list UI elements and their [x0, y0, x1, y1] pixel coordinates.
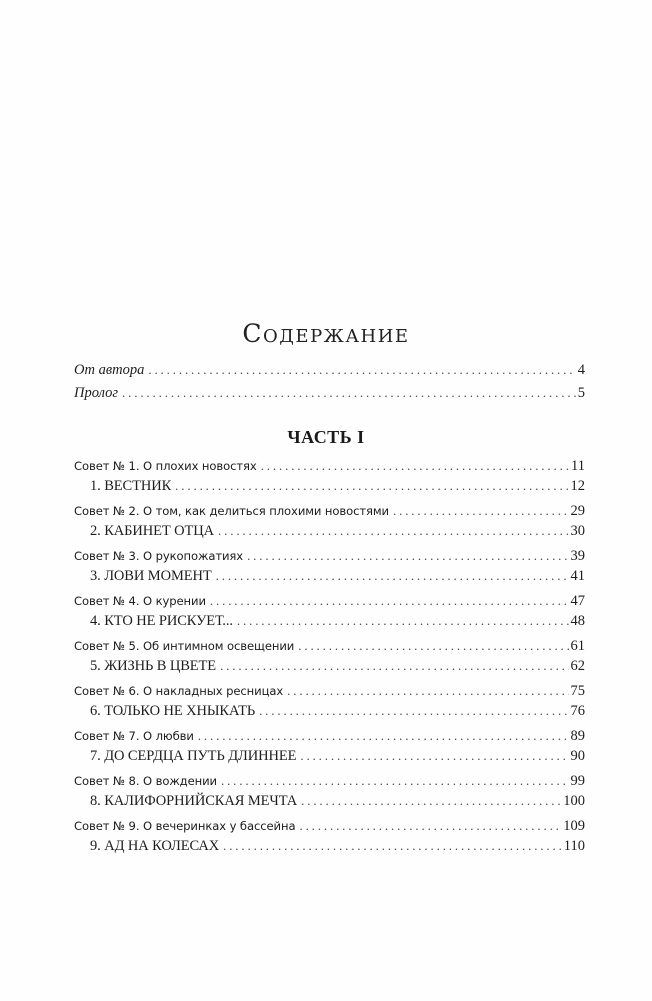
toc-entry-label: 1. ВЕСТНИК [90, 478, 172, 494]
toc-page-number: 39 [570, 548, 585, 564]
leader-dots [299, 818, 561, 834]
leader-dots [287, 683, 568, 699]
leader-dots [237, 613, 569, 629]
toc-entry-advice[interactable] [74, 548, 585, 568]
toc-entry-label: 9. АД НА КОЛЕСАХ [90, 838, 220, 854]
toc-page-number: 109 [563, 818, 585, 834]
toc-page-number: 61 [570, 638, 585, 654]
leader-dots [218, 523, 568, 539]
toc-entry-label: Совет № 9. О вечеринках у бассейна [74, 819, 296, 833]
toc-entry-label: Пролог [74, 385, 119, 401]
toc-entry-label: От автора [74, 362, 145, 378]
toc-page-number: 90 [570, 748, 585, 764]
leader-dots [148, 362, 575, 378]
toc-page-number: 30 [570, 523, 585, 539]
leader-dots [247, 548, 568, 564]
leader-dots [261, 458, 569, 474]
toc-entry-author-note[interactable] [74, 362, 585, 382]
toc-entry-label: 5. ЖИЗНЬ В ЦВЕТЕ [90, 658, 217, 674]
toc-entry-label: Совет № 4. О курении [74, 594, 206, 608]
toc-entry-advice[interactable] [74, 503, 585, 523]
toc-page-number: 99 [570, 773, 585, 789]
toc-page-number: 41 [570, 568, 585, 584]
toc-entry-chapter[interactable] [90, 748, 585, 768]
toc-page-number: 47 [570, 593, 585, 609]
toc-entry-label: 3. ЛОВИ МОМЕНТ [90, 568, 212, 584]
toc-page-number: 100 [563, 793, 585, 809]
leader-dots [122, 385, 576, 401]
toc-entry-label: Совет № 7. О любви [74, 729, 194, 743]
toc-page-number: 48 [570, 613, 585, 629]
toc-page-number: 5 [577, 385, 585, 401]
toc-entry-label: 8. КАЛИФОРНИЙСКАЯ МЕЧТА [90, 793, 298, 809]
toc-entry-chapter[interactable] [90, 478, 585, 498]
leader-dots [210, 593, 569, 609]
toc-page-number: 29 [570, 503, 585, 519]
leader-dots [393, 503, 569, 519]
leader-dots [223, 838, 562, 854]
toc-page-number: 4 [577, 362, 585, 378]
leader-dots [216, 568, 569, 584]
toc-entry-prologue[interactable] [74, 385, 585, 405]
toc-entry-label: Совет № 3. О рукопожатиях [74, 549, 244, 563]
toc-page-number: 12 [570, 478, 585, 494]
toc-entry-label: Совет № 5. Об интимном освещении [74, 639, 295, 653]
toc-entry-advice[interactable] [74, 638, 585, 658]
leader-dots [221, 773, 569, 789]
toc-entry-advice[interactable] [74, 458, 585, 478]
leader-dots [198, 728, 569, 744]
leader-dots [298, 638, 568, 654]
page-title: Содержание [242, 318, 410, 348]
part-heading: ЧАСТЬ I [287, 427, 365, 447]
toc-entry-label: Совет № 2. О том, как делиться плохими новостями [74, 504, 389, 518]
leader-dots [301, 793, 561, 809]
toc-page-number: 75 [570, 683, 585, 699]
toc-page-number: 110 [563, 838, 585, 854]
toc-page-number: 76 [570, 703, 585, 719]
toc-entry-chapter[interactable] [90, 793, 585, 813]
toc-page-number: 11 [571, 458, 585, 474]
toc-page-number: 62 [570, 658, 585, 674]
toc-entry-advice[interactable] [74, 683, 585, 703]
toc-entry-advice[interactable] [74, 593, 585, 613]
leader-dots [259, 703, 568, 719]
toc-entry-label: Совет № 8. О вождении [74, 774, 217, 788]
toc-entry-chapter[interactable] [90, 523, 585, 543]
leader-dots [175, 478, 568, 494]
toc-entry-label: 4. КТО НЕ РИСКУЕТ... [90, 613, 233, 629]
toc-entry-chapter[interactable] [90, 658, 585, 678]
toc-entry-chapter[interactable] [90, 613, 585, 633]
toc-entry-chapter[interactable] [90, 703, 585, 723]
leader-dots [220, 658, 568, 674]
toc-entry-advice[interactable] [74, 773, 585, 793]
toc-entry-label: 6. ТОЛЬКО НЕ ХНЫКАТЬ [90, 703, 256, 719]
toc-entry-chapter[interactable] [90, 838, 585, 858]
toc-page-number: 89 [570, 728, 585, 744]
leader-dots [300, 748, 568, 764]
toc-entry-advice[interactable] [74, 728, 585, 748]
toc-entry-advice[interactable] [74, 818, 585, 838]
toc-entry-label: 2. КАБИНЕТ ОТЦА [90, 523, 215, 539]
toc-entry-label: Совет № 6. О накладных ресницах [74, 684, 284, 698]
toc-entry-label: Совет № 1. О плохих новостях [74, 459, 257, 473]
toc-entry-label: 7. ДО СЕРДЦА ПУТЬ ДЛИННЕЕ [90, 748, 297, 764]
toc-entry-chapter[interactable] [90, 568, 585, 588]
